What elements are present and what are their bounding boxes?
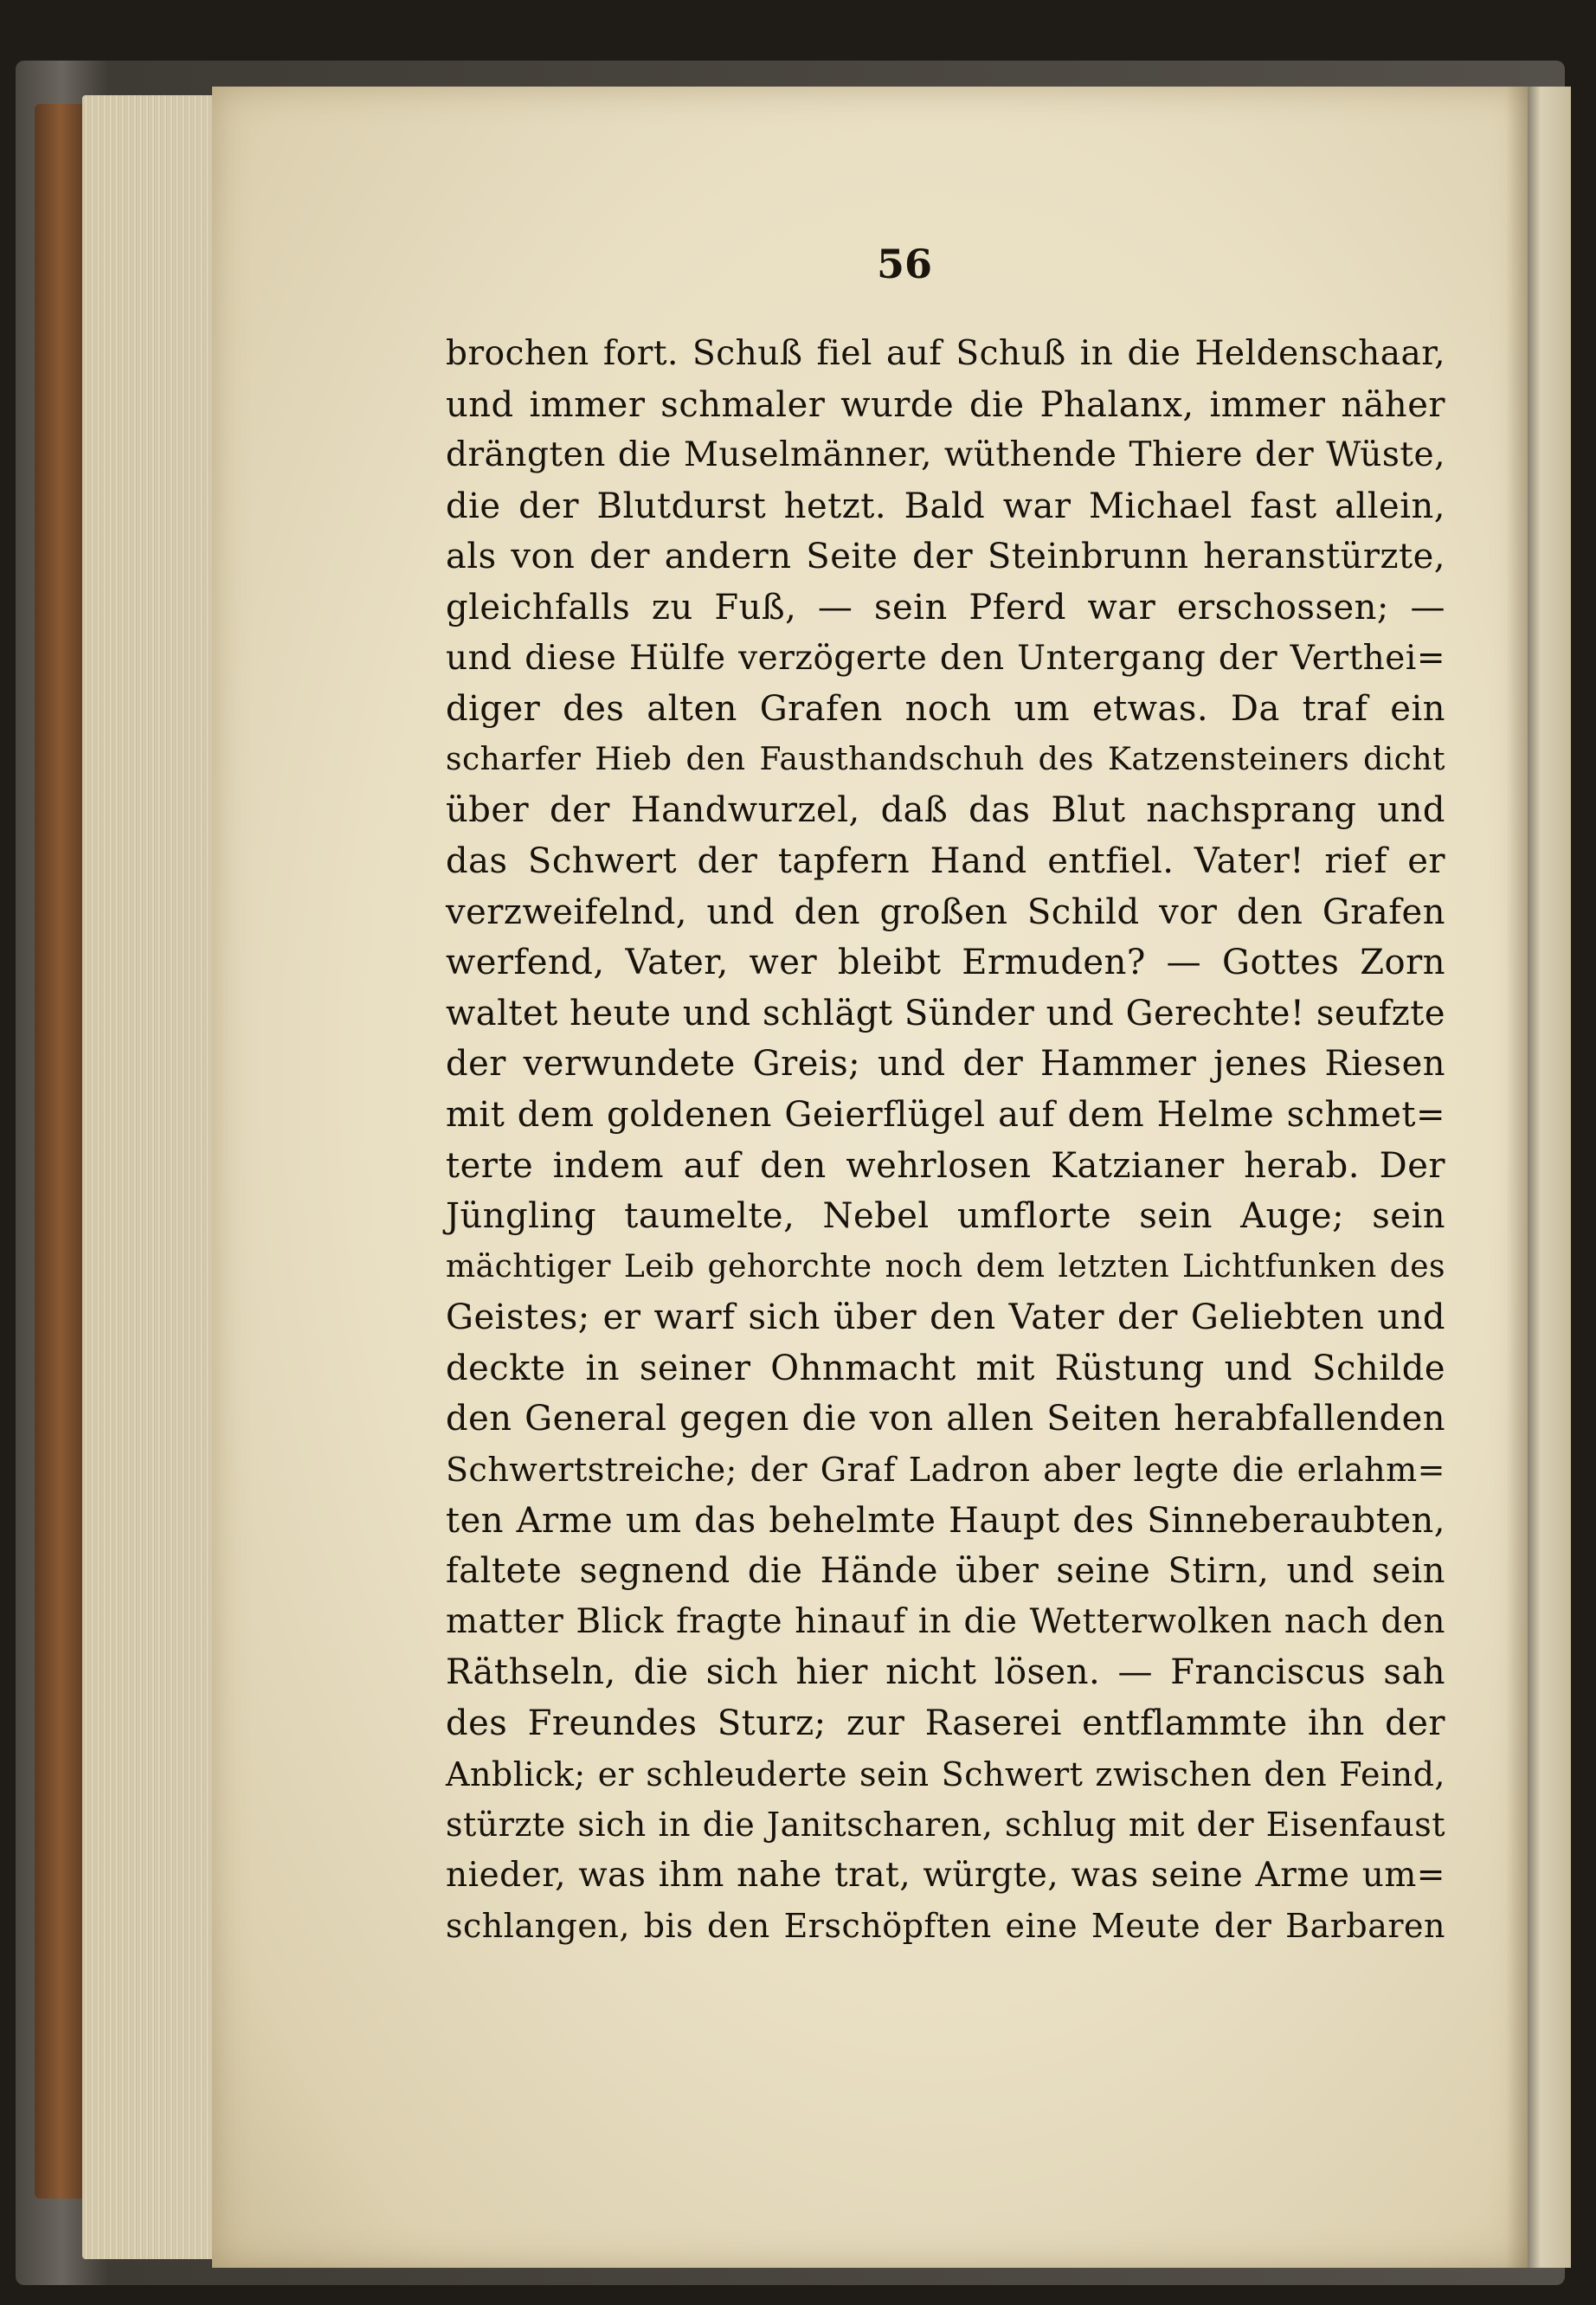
text-line: deckte in seiner Ohnmacht mit Rüstung und Schilde bbox=[446, 1348, 1445, 1388]
text-line: Räthseln, die sich hier nicht lösen. — Franciscus sah bbox=[446, 1652, 1445, 1693]
text-line: gleichfalls zu Fuß, — sein Pferd war erschossen; — bbox=[446, 587, 1445, 628]
facing-page-edge bbox=[1528, 87, 1571, 2268]
text-line: und immer schmaler wurde die Phalanx, immer näher bbox=[446, 384, 1445, 425]
text-line: die der Blutdurst hetzt. Bald war Michael fast allein, bbox=[446, 486, 1445, 526]
text-line: und diese Hülfe verzögerte den Untergang der Verthei= bbox=[446, 638, 1445, 678]
text-line: der verwundete Greis; und der Hammer jenes Riesen bbox=[446, 1044, 1445, 1085]
text-line: scharfer Hieb den Fausthandschuh des Katzensteiners dicht bbox=[446, 741, 1445, 777]
text-line: über der Handwurzel, daß das Blut nachsprang und bbox=[446, 790, 1445, 831]
text-line: Anblick; er schleuderte sein Schwert zwischen den Feind, bbox=[446, 1755, 1445, 1793]
text-line: drängten die Muselmänner, wüthende Thiere der Wüste, bbox=[446, 435, 1445, 475]
text-line: ten Arme um das behelmte Haupt des Sinneberaubten, bbox=[446, 1500, 1445, 1541]
text-line: terte indem auf den wehrlosen Katzianer herab. Der bbox=[446, 1145, 1445, 1186]
text-line: Geistes; er warf sich über den Vater der Geliebten und bbox=[446, 1297, 1445, 1338]
page-number: 56 bbox=[876, 241, 932, 287]
text-line: schlangen, bis den Erschöpften eine Meute der Barbaren bbox=[446, 1907, 1445, 1946]
text-line: das Schwert der tapfern Hand entfiel. Vater! rief er bbox=[446, 840, 1445, 881]
page-text bbox=[446, 329, 1445, 1952]
text-line: matter Blick fragte hinauf in die Wetterwolken nach den bbox=[446, 1601, 1445, 1641]
text-line: nieder, was ihm nahe trat, würgte, was seine Arme um= bbox=[446, 1855, 1445, 1895]
text-line: verzweifelnd, und den großen Schild vor den Grafen bbox=[446, 892, 1445, 932]
text-line: des Freundes Sturz; zur Raserei entflammte ihn der bbox=[446, 1703, 1445, 1744]
text-line: stürzte sich in die Janitscharen, schlug mit der Eisenfaust bbox=[446, 1806, 1445, 1845]
text-line: Schwertstreiche; der Graf Ladron aber legte die erlahm= bbox=[446, 1451, 1445, 1490]
text-line: brochen fort. Schuß fiel auf Schuß in die Heldenschaar, bbox=[446, 334, 1445, 373]
text-line: faltete segnend die Hände über seine Stirn, und sein bbox=[446, 1551, 1445, 1592]
text-line: waltet heute und schlägt Sünder und Gerechte! seufzte bbox=[446, 993, 1445, 1033]
text-line: den General gegen die von allen Seiten herabfallenden bbox=[446, 1399, 1445, 1439]
text-line: als von der andern Seite der Steinbrunn heranstürzte, bbox=[446, 537, 1445, 577]
text-line: mächtiger Leib gehorchte noch dem letzten Lichtfunken des bbox=[446, 1248, 1445, 1284]
text-line: diger des alten Grafen noch um etwas. Da traf ein bbox=[446, 689, 1445, 730]
text-line: Jüngling taumelte, Nebel umflorte sein Auge; sein bbox=[446, 1196, 1445, 1237]
text-line: werfend, Vater, wer bleibt Ermuden? — Gottes Zorn bbox=[446, 943, 1445, 983]
text-line: mit dem goldenen Geierflügel auf dem Helme schmet= bbox=[446, 1094, 1445, 1135]
book-spine-leather bbox=[35, 104, 87, 2199]
